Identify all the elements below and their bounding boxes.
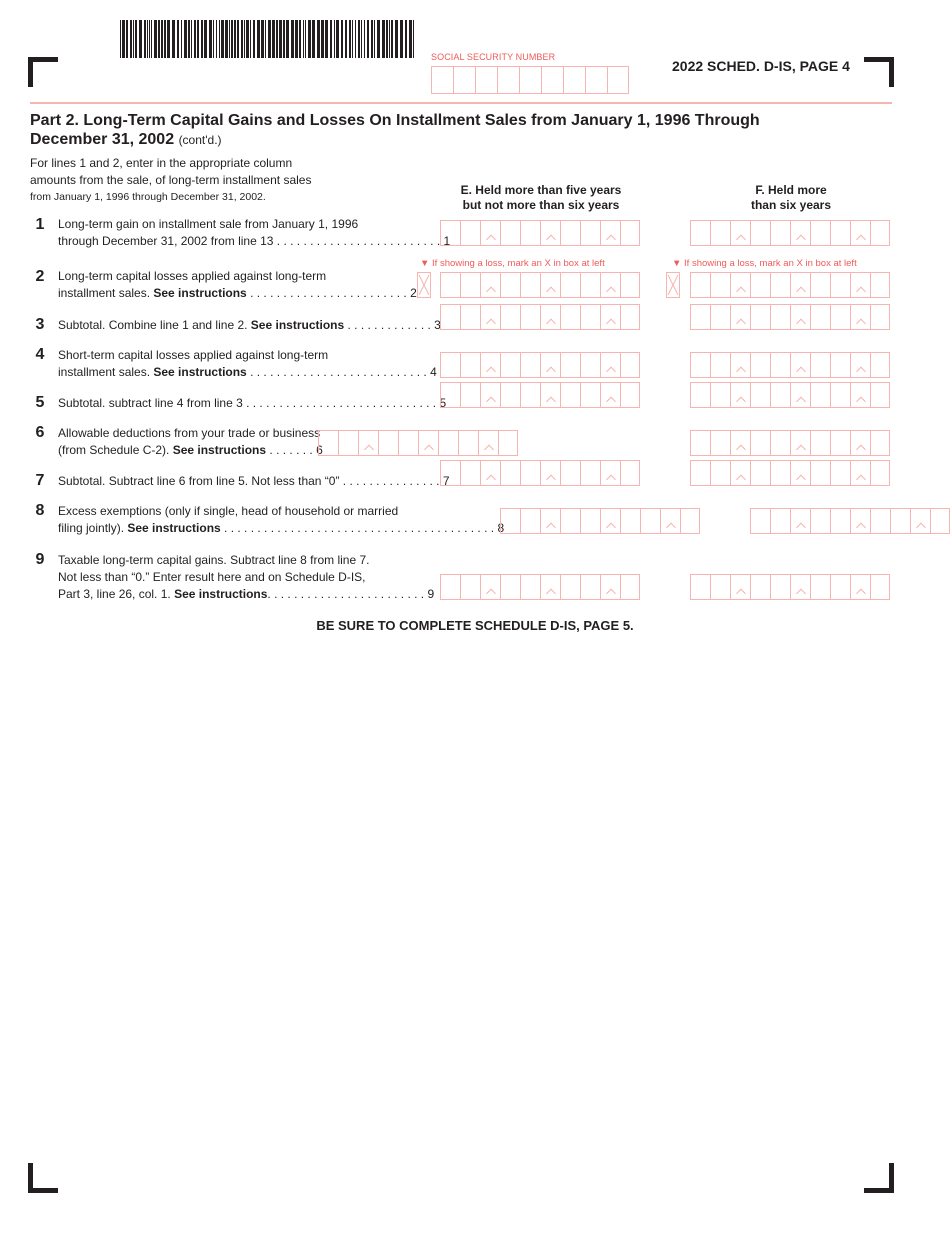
barcode-bar xyxy=(345,20,347,58)
barcode-bar xyxy=(231,20,233,58)
ssn-label: SOCIAL SECURITY NUMBER xyxy=(431,52,556,62)
barcode-bar xyxy=(181,20,182,58)
barcode-bar xyxy=(151,20,152,58)
column-f-header-line: F. Held more xyxy=(755,183,827,197)
barcode-bar xyxy=(341,20,343,58)
barcode-bar xyxy=(154,20,157,58)
line-number: 9 xyxy=(35,551,45,568)
barcode-bar xyxy=(272,20,275,58)
line-3-col-f-input[interactable] xyxy=(690,304,890,330)
line-number: 5 xyxy=(35,394,45,411)
line-3-col-e-input[interactable] xyxy=(440,304,640,330)
corner-mark-top-right xyxy=(889,57,894,87)
barcode-bar xyxy=(286,20,289,58)
barcode-bar xyxy=(395,20,398,58)
barcode-bar xyxy=(241,20,243,58)
line-3-label: Subtotal. Combine line 1 and line 2. See instructions . . . . . . . . . . . . . 3 xyxy=(58,318,441,332)
line-9-label xyxy=(58,552,434,603)
barcode-bar xyxy=(167,20,170,58)
line-9-col-e-input[interactable] xyxy=(440,574,640,600)
barcode-bar xyxy=(161,20,163,58)
line-text: Allowable deductions from your trade or business xyxy=(58,426,321,440)
barcode-bar xyxy=(361,20,362,58)
barcode-bar xyxy=(209,20,212,58)
line-number: 4 xyxy=(35,346,45,363)
barcode-bar xyxy=(336,20,339,58)
line-6-label xyxy=(58,425,323,459)
line-text: Excess exemptions (only if single, head of household or married xyxy=(58,504,399,518)
line-number: 7 xyxy=(35,472,45,489)
part-contd: (cont'd.) xyxy=(178,133,222,147)
barcode-bar xyxy=(374,20,375,58)
part-title: Part 2. Long-Term Capital Gains and Losses On Installment Sales from January 1, 1996 Through December 31, 2002 xyxy=(30,112,760,148)
intro-line: from January 1, 1996 through December 31, 2002. xyxy=(30,191,266,203)
barcode-bar xyxy=(358,20,360,58)
barcode-bar xyxy=(177,20,179,58)
barcode-bar xyxy=(279,20,282,58)
line-text: installment sales. See instructions . . . . . . . . . . . . . . . . . . . . . . . . 2 xyxy=(58,286,417,300)
barcode-bar xyxy=(386,20,388,58)
barcode-bar xyxy=(317,20,320,58)
line-1-col-e-input[interactable] xyxy=(440,220,640,246)
column-e-header-line: but not more than six years xyxy=(462,198,620,212)
line-number: 2 xyxy=(35,268,45,285)
corner-mark-top-left xyxy=(28,57,33,87)
footer-note: BE SURE TO COMPLETE SCHEDULE D-IS, PAGE 5. xyxy=(316,618,634,633)
barcode-bar xyxy=(191,20,192,58)
line-text: Part 3, line 26, col. 1. See instructions. . . . . . . . . . . . . . . . . . . . . . . . 9 xyxy=(58,587,435,601)
barcode-bar xyxy=(130,20,132,58)
barcode-bar xyxy=(221,20,224,58)
line-2-label xyxy=(58,268,417,302)
line-2-col-f-loss-checkbox[interactable] xyxy=(666,272,680,298)
line-number: 3 xyxy=(35,316,45,333)
barcode-bar xyxy=(349,20,351,58)
barcode-bar xyxy=(188,20,190,58)
intro-text xyxy=(30,155,330,206)
barcode-bar xyxy=(295,20,298,58)
line-7-col-f-input[interactable] xyxy=(690,460,890,486)
barcode-bar xyxy=(244,20,245,58)
barcode-bar xyxy=(246,20,249,58)
barcode-bar xyxy=(237,20,239,58)
barcode-bar xyxy=(158,20,160,58)
barcode-bar xyxy=(120,20,121,58)
line-number: 6 xyxy=(35,424,45,441)
barcode-bar xyxy=(352,20,353,58)
barcode-bar xyxy=(325,20,328,58)
line-6-col-e-input[interactable] xyxy=(318,430,518,456)
corner-mark-bottom-right xyxy=(889,1163,894,1193)
line-5-col-e-input[interactable] xyxy=(440,382,640,408)
barcode-bar xyxy=(405,20,407,58)
barcode-bar xyxy=(147,20,148,58)
barcode-bar xyxy=(308,20,311,58)
line-4-col-f-input[interactable] xyxy=(690,352,890,378)
line-2-col-e-input[interactable] xyxy=(440,272,640,298)
line-8-col-e-input[interactable] xyxy=(500,508,700,534)
barcode-bar xyxy=(303,20,304,58)
barcode-bar xyxy=(225,20,228,58)
loss-note-col-f: ▼ If showing a loss, mark an X in box at left xyxy=(672,258,857,269)
barcode-bar xyxy=(197,20,199,58)
line-text: Taxable long-term capital gains. Subtract line 8 from line 7. xyxy=(58,553,370,567)
column-f-header-line: than six years xyxy=(750,198,832,212)
barcode-bar xyxy=(321,20,324,58)
barcode-bar xyxy=(250,20,251,58)
ssn-input[interactable] xyxy=(431,66,629,94)
barcode-bar xyxy=(268,20,271,58)
barcode-bar xyxy=(391,20,393,58)
line-text: Not less than “0.” Enter result here and on Schedule D-IS, xyxy=(58,570,366,584)
barcode-bar xyxy=(299,20,301,58)
barcode-bar xyxy=(334,20,335,58)
barcode-bar xyxy=(126,20,128,58)
barcode-bar xyxy=(213,20,214,58)
barcode-bar xyxy=(330,20,332,58)
barcode-bar xyxy=(122,20,125,58)
barcode-bar xyxy=(184,20,187,58)
loss-note-col-e: ▼ If showing a loss, mark an X in box at left xyxy=(420,258,605,269)
barcode-bar xyxy=(144,20,146,58)
barcode-bar xyxy=(305,20,306,58)
line-1-label xyxy=(58,216,450,250)
line-text: installment sales. See instructions . . . . . . . . . . . . . . . . . . . . . . . . . . . 4 xyxy=(58,365,437,379)
barcode-bar xyxy=(261,20,264,58)
barcode-bar xyxy=(291,20,294,58)
column-e-header xyxy=(440,183,642,213)
barcode-bar xyxy=(201,20,203,58)
barcode-bar xyxy=(216,20,217,58)
barcode-bar xyxy=(371,20,373,58)
part-heading xyxy=(30,111,790,150)
line-text: filing jointly). See instructions . . . . . . . . . . . . . . . . . . . . . . . . . . . . . . . . . . . . . . . . . 8 xyxy=(58,521,505,535)
line-text: through December 31, 2002 from line 13 . . . . . . . . . . . . . . . . . . . . . . . . . 1 xyxy=(58,234,451,248)
line-2-col-e-loss-checkbox[interactable] xyxy=(417,272,431,298)
barcode-bar xyxy=(389,20,390,58)
barcode-bar xyxy=(283,20,285,58)
barcode-bar xyxy=(413,20,414,58)
barcode-bar xyxy=(409,20,412,58)
barcode-bar xyxy=(172,20,175,58)
line-text: Long-term gain on installment sale from January 1, 1996 xyxy=(58,217,359,231)
barcode-bar xyxy=(400,20,403,58)
line-text: Short-term capital losses applied against long-term xyxy=(58,348,329,362)
barcode-bar xyxy=(265,20,266,58)
barcode-bar xyxy=(382,20,385,58)
barcode-bar xyxy=(355,20,356,58)
barcode-bar xyxy=(364,20,365,58)
line-8-label xyxy=(58,503,504,537)
barcode-bar xyxy=(257,20,260,58)
barcode-bar xyxy=(229,20,230,58)
barcode-bar xyxy=(367,20,369,58)
divider xyxy=(30,102,892,104)
line-7-col-e-input[interactable] xyxy=(440,460,640,486)
corner-mark-bottom-left xyxy=(28,1163,33,1193)
line-2-col-f-input[interactable] xyxy=(690,272,890,298)
line-text: Long-term capital losses applied against long-term xyxy=(58,269,327,283)
line-number: 1 xyxy=(35,216,45,233)
barcode-bar xyxy=(164,20,166,58)
barcode-bar xyxy=(133,20,134,58)
barcode-bar xyxy=(139,20,142,58)
barcode-bar xyxy=(234,20,236,58)
barcode-bar xyxy=(312,20,315,58)
barcode-bar xyxy=(149,20,150,58)
barcode-image xyxy=(120,20,416,58)
line-9-col-f-input[interactable] xyxy=(690,574,890,600)
line-number: 8 xyxy=(35,502,45,519)
page-title: 2022 SCHED. D-IS, PAGE 4 xyxy=(672,58,850,74)
intro-line: amounts from the sale, of long-term installment sales xyxy=(30,173,312,187)
column-f-header xyxy=(690,183,892,213)
line-7-label: Subtotal. Subtract line 6 from line 5. Not less than “0” . . . . . . . . . . . . . . . 7 xyxy=(58,474,450,488)
line-4-col-e-input[interactable] xyxy=(440,352,640,378)
line-text: (from Schedule C-2). See instructions . . . . . . . 6 xyxy=(58,443,323,457)
line-1-col-f-input[interactable] xyxy=(690,220,890,246)
column-e-header-line: E. Held more than five years xyxy=(460,183,622,197)
line-5-col-f-input[interactable] xyxy=(690,382,890,408)
barcode-bar xyxy=(204,20,207,58)
line-8-col-f-input[interactable] xyxy=(750,508,950,534)
barcode-bar xyxy=(377,20,380,58)
barcode-bar xyxy=(219,20,220,58)
line-6-col-f-input[interactable] xyxy=(690,430,890,456)
line-4-label xyxy=(58,347,437,381)
line-5-label: Subtotal. subtract line 4 from line 3 . . . . . . . . . . . . . . . . . . . . . . . . . . . . . 5 xyxy=(58,396,447,410)
barcode-bar xyxy=(194,20,196,58)
intro-line: For lines 1 and 2, enter in the appropriate column xyxy=(30,156,293,170)
barcode-bar xyxy=(135,20,137,58)
barcode-bar xyxy=(276,20,278,58)
barcode-bar xyxy=(253,20,255,58)
